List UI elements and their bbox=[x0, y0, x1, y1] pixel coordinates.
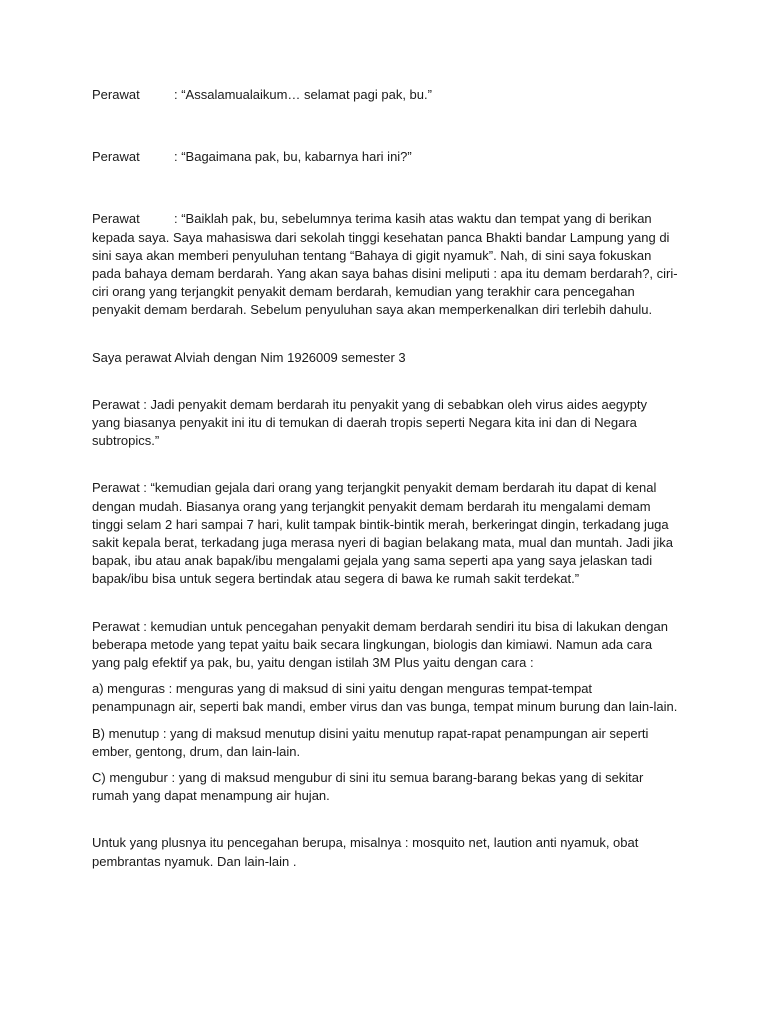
speaker-label: Perawat bbox=[92, 211, 140, 227]
paragraph-plus: Untuk yang plusnya itu pencegahan berupa, misalnya : mosquito net, laution anti nyamuk, obat pembrantas nyamuk. Dan lain-lain . bbox=[92, 835, 639, 869]
self-introduction: Saya perawat Alviah dengan Nim 1926009 semester 3 bbox=[92, 349, 406, 365]
list-item-menutup: B) menutup : yang di maksud menutup disini yaitu menutup rapat-rapat penampungan air seperti ember, gentong, drum, dan lain-lain. bbox=[92, 725, 649, 759]
paragraph-definition: Perawat : Jadi penyakit demam berdarah itu penyakit yang di sebabkan oleh virus aides aegypty yang biasanya penyakit ini itu di temukan di daerah tropis seperti Negara kita ini dan di Negara subtropics.” bbox=[92, 396, 647, 449]
dialogue-text: : “Bagaimana pak, bu, kabarnya hari ini?” bbox=[174, 149, 412, 165]
dialogue-line-howareyou bbox=[92, 148, 678, 166]
paragraph-prevention: Perawat : kemudian untuk pencegahan penyakit demam berdarah sendiri itu bisa di lakukan dengan beberapa metode yang tepat yaitu baik secara lingkungan, biologis dan kimiawi. Namun ada cara yang palg efektif ya pak, bu, yaitu dengan istilah 3M Plus yaitu dengan cara : bbox=[92, 618, 668, 671]
list-item-menguras: a) menguras : menguras yang di maksud di sini yaitu dengan menguras tempat-tempat penampunagn air, seperti bak mandi, ember virus dan vas bunga, tempat minum burung dan lain-lain. bbox=[92, 681, 678, 715]
document-page bbox=[92, 86, 678, 871]
list-item-mengubur: C) mengubur : yang di maksud mengubur di sini itu semua barang-barang bekas yang di sekitar rumah yang dapat menampung air hujan. bbox=[92, 770, 644, 804]
speaker-label: Perawat bbox=[92, 149, 140, 165]
dialogue-line-introduction bbox=[92, 210, 678, 319]
speaker-label: Perawat bbox=[92, 87, 140, 102]
paragraph-symptoms: Perawat : “kemudian gejala dari orang yang terjangkit penyakit demam berdarah itu dapat di kenal dengan mudah. Biasanya orang yang terjangkit penyakit demam berdarah itu mengalami demam tinggi selam 2 hari sampai 7 hari, kulit tampak bintik-bintik merah, berkeringat dingin, terkadang juga sakit kepala berat, terkadang juga merasa nyeri di bagian belakang mata, mual dan muntah. Jadi jika bapak, ibu atau anak bapak/ibu mengalami gejala yang sama seperti apa yang saya jelaskan tadi bapak/ibu bisa untuk segera bertindak atau segera di bawa ke rumah sakit terdekat.” bbox=[92, 480, 674, 587]
dialogue-text: : “Assalamualaikum… selamat pagi pak, bu.” bbox=[174, 87, 432, 102]
dialogue-line-greeting bbox=[92, 86, 678, 104]
dialogue-text: : “Baiklah pak, bu, sebelumnya terima kasih atas waktu dan tempat yang di berikan kepada saya. Saya mahasiswa dari sekolah tinggi kesehatan panca Bhakti bandar Lampung yang di sini saya akan memberi penyuluhan tentang “Bahaya di gigit nyamuk”. Nah, di sini saya fokuskan pada bahaya demam berdarah. Yang akan saya bahas disini meliputi : apa itu demam berdarah?, ciri-ciri orang yang terjangkit penyakit demam berdarah, kemudian yang terakhir cara pencegahan penyakit demam berdarah. Sebelum penyuluhan saya akan memperkenalkan diri terlebih dahulu. bbox=[92, 211, 678, 318]
